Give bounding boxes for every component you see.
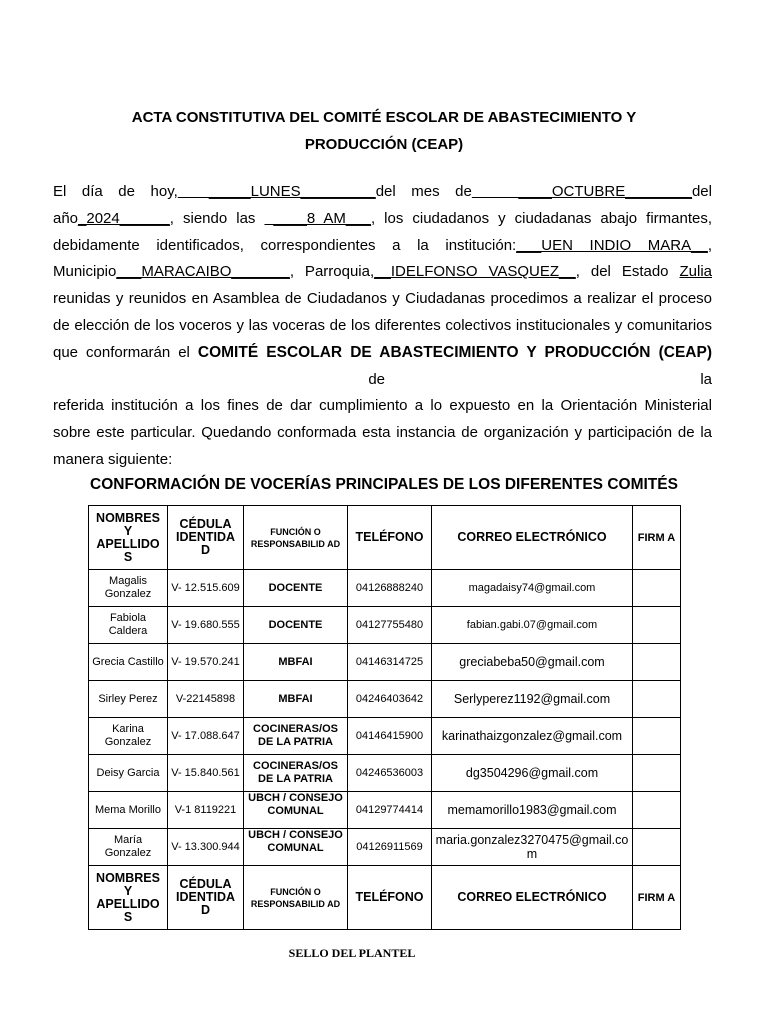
text: , Parroquia,	[289, 263, 375, 281]
intro-line-1	[53, 179, 712, 206]
cell-correo: Serlyperez1192@gmail.com	[432, 681, 633, 718]
text: debidamente identificados, correspondientes a la institución:	[53, 236, 517, 254]
year-field: _2024______	[78, 209, 170, 227]
text: ,	[707, 236, 712, 254]
cell-correo: memamorillo1983@gmail.com	[432, 792, 633, 829]
footer-header-funcion: FUNCIÓN O RESPONSABILID AD	[244, 866, 348, 930]
text: El día de hoy,	[53, 183, 178, 200]
cell-nombre: Fabiola Caldera	[89, 607, 168, 644]
section-title: CONFORMACIÓN DE VOCERÍAS PRINCIPALES DE LOS DIFERENTES COMITÉS	[90, 476, 678, 493]
cell-funcion: DOCENTE	[244, 607, 348, 644]
text: que conformarán el	[53, 343, 198, 361]
footer-header-cedula: CÉDULA IDENTIDA D	[168, 866, 244, 930]
text: , siendo las	[169, 209, 256, 227]
text: del	[691, 183, 712, 200]
footer-header-correo: CORREO ELECTRÓNICO	[432, 866, 633, 930]
table-row	[89, 607, 681, 644]
intro-line-4	[53, 259, 712, 286]
intro-line-6: de elección de los voceros y las voceras de los diferentes colectivos institucionales y comunitarios	[53, 316, 712, 334]
header-correo: CORREO ELECTRÓNICO	[432, 506, 633, 570]
cell-telefono: 04126888240	[348, 570, 432, 607]
header-nombres: NOMBRES Y APELLIDO S	[89, 506, 168, 570]
cell-firma	[633, 829, 681, 866]
intro-paragraph	[53, 179, 712, 474]
text: , los ciudadanos y ciudadanas abajo firmantes,	[370, 209, 713, 227]
committee-name: COMITÉ ESCOLAR DE ABASTECIMIENTO Y PRODUCCIÓN (CEAP)	[197, 343, 712, 361]
header-funcion: FUNCIÓN O RESPONSABILID AD	[244, 506, 348, 570]
cell-nombre: María Gonzalez	[89, 829, 168, 866]
cell-nombre: Magalis Gonzalez	[89, 570, 168, 607]
cell-cedula: V- 19.680.555	[168, 607, 244, 644]
cell-cedula: V-1 8119221	[168, 792, 244, 829]
vocerias-table	[88, 505, 681, 930]
cell-telefono: 04127755480	[348, 607, 432, 644]
cell-telefono: 04146415900	[348, 718, 432, 755]
cell-cedula: V- 12.515.609	[168, 570, 244, 607]
cell-firma	[633, 644, 681, 681]
municipio-field: ___MARACAIBO_______	[116, 263, 290, 281]
sello-label: SELLO DEL PLANTEL	[288, 946, 416, 960]
cell-funcion	[244, 829, 348, 866]
cell-telefono: 04246536003	[348, 755, 432, 792]
text: de la	[53, 370, 712, 388]
cell-cedula: V-22145898	[168, 681, 244, 718]
header-firma: FIRM A	[633, 506, 681, 570]
institution-field: ___UEN INDIO MARA__	[516, 236, 708, 254]
cell-telefono: 04126911569	[348, 829, 432, 866]
table-row	[89, 681, 681, 718]
day-field: _____LUNES_________	[177, 183, 376, 200]
text: del mes de	[375, 183, 472, 200]
intro-line-3	[53, 233, 712, 260]
cell-firma	[633, 570, 681, 607]
cell-correo: dg3504296@gmail.com	[432, 755, 633, 792]
footer-header-telefono: TELÉFONO	[348, 866, 432, 930]
intro-line-5: reunidas y reunidos en Asamblea de Ciudadanos y Ciudadanas procedimos a realizar el proceso	[53, 290, 712, 308]
cell-nombre: Grecia Castillo	[89, 644, 168, 681]
intro-line-2	[53, 206, 712, 233]
cell-correo: maria.gonzalez3270475@gmail.com	[432, 829, 633, 866]
parroquia-field: __IDELFONSO VASQUEZ__	[374, 263, 576, 281]
table-row	[89, 718, 681, 755]
table-header-row	[89, 506, 681, 570]
cell-telefono: 04129774414	[348, 792, 432, 829]
intro-line-7	[53, 340, 712, 394]
cell-nombre: Deisy Garcia	[89, 755, 168, 792]
cell-firma	[633, 755, 681, 792]
cell-funcion	[244, 792, 348, 829]
table-row	[89, 829, 681, 866]
cell-firma	[633, 792, 681, 829]
table-row	[89, 644, 681, 681]
table-row	[89, 570, 681, 607]
footer-header-firma: FIRM A	[633, 866, 681, 930]
intro-line-8: referida institución a los fines de dar cumplimiento a lo expuesto en la Orientación Ministerial	[53, 397, 712, 415]
title-line-1: ACTA CONSTITUTIVA DEL COMITÉ ESCOLAR DE ABASTECIMIENTO Y	[131, 109, 637, 126]
text: año	[53, 209, 79, 227]
month-field: ____OCTUBRE________	[471, 183, 692, 200]
header-cedula: CÉDULA IDENTIDA D	[168, 506, 244, 570]
cell-firma	[633, 681, 681, 718]
funcion-text: UBCH / CONSEJO COMUNAL	[248, 792, 343, 817]
cell-firma	[633, 718, 681, 755]
intro-line-10: manera siguiente:	[53, 450, 173, 468]
cell-funcion: DOCENTE	[244, 570, 348, 607]
cell-cedula: V- 19.570.241	[168, 644, 244, 681]
table-row	[89, 792, 681, 829]
document-title	[60, 104, 708, 158]
cell-nombre: Karina Gonzalez	[89, 718, 168, 755]
header-telefono: TELÉFONO	[348, 506, 432, 570]
cell-cedula: V- 15.840.561	[168, 755, 244, 792]
cell-funcion: COCINERAS/OS DE LA PATRIA	[244, 755, 348, 792]
footer-header-nombres: NOMBRES Y APELLIDO S	[89, 866, 168, 930]
cell-telefono: 04146314725	[348, 644, 432, 681]
table-row	[89, 755, 681, 792]
cell-nombre: Mema Morillo	[89, 792, 168, 829]
cell-telefono: 04246403642	[348, 681, 432, 718]
cell-nombre: Sirley Perez	[89, 681, 168, 718]
cell-funcion: COCINERAS/OS DE LA PATRIA	[244, 718, 348, 755]
cell-correo: karinathaizgonzalez@gmail.com	[432, 718, 633, 755]
title-line-2: PRODUCCIÓN (CEAP)	[304, 136, 464, 153]
cell-correo: magadaisy74@gmail.com	[432, 570, 633, 607]
time-field: ____8 AM___	[264, 209, 371, 227]
text: , del Estado	[575, 263, 680, 281]
estado-field: Zulia	[679, 263, 712, 281]
cell-correo: greciabeba50@gmail.com	[432, 644, 633, 681]
cell-correo: fabian.gabi.07@gmail.com	[432, 607, 633, 644]
cell-funcion: MBFAI	[244, 644, 348, 681]
cell-firma	[633, 607, 681, 644]
cell-cedula: V- 13.300.944	[168, 829, 244, 866]
table-footer-header-row	[89, 866, 681, 930]
text: Municipio	[53, 263, 117, 281]
cell-cedula: V- 17.088.647	[168, 718, 244, 755]
cell-funcion: MBFAI	[244, 681, 348, 718]
funcion-text: UBCH / CONSEJO COMUNAL	[248, 829, 343, 854]
intro-line-9: sobre este particular. Quedando conformada esta instancia de organización y participación de la	[53, 424, 712, 442]
